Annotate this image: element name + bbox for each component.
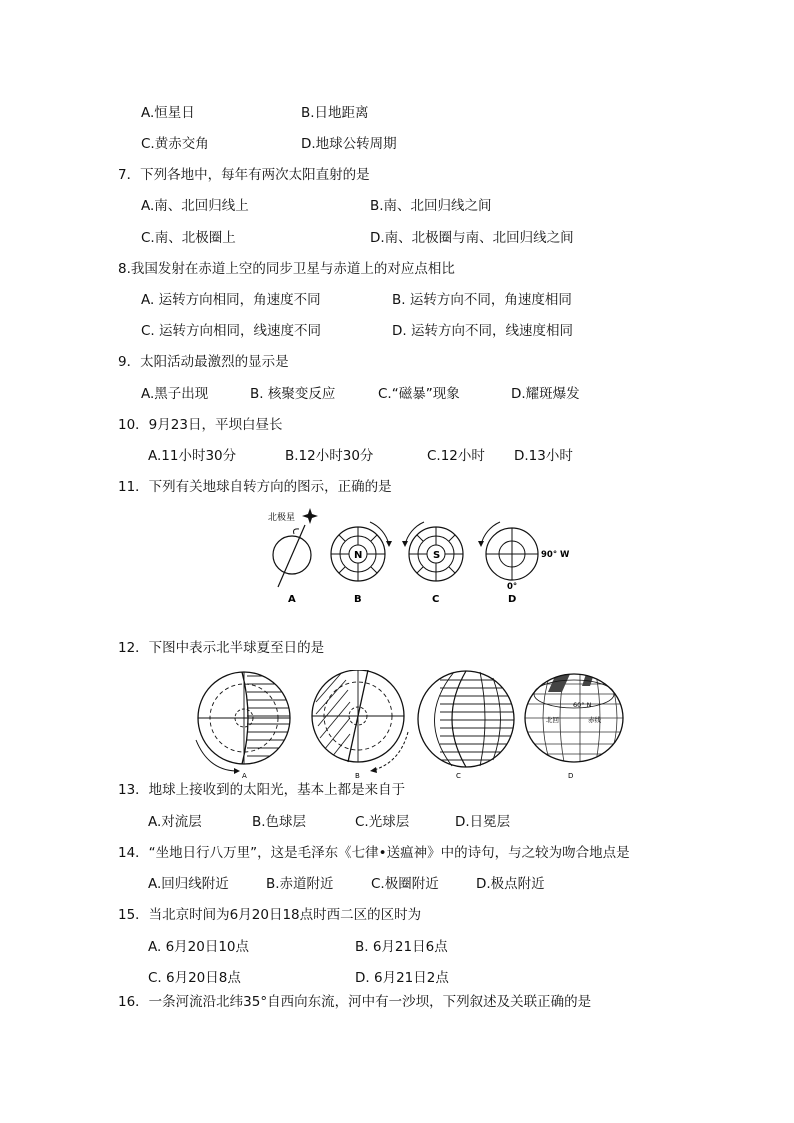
globe-c-label: C [456, 772, 461, 780]
q8-stem: 8.我国发射在赤道上空的同步卫星与赤道上的对应点相比 [118, 261, 455, 277]
q14-option-c: C.极圈附近 [371, 876, 439, 892]
globe-d [520, 674, 630, 780]
globe-b [312, 670, 408, 780]
q6-option-b: B.日地距离 [301, 105, 369, 121]
q10-stem: 10．9月23日，平坝白昼长 [118, 417, 283, 433]
s-label: S [433, 550, 441, 561]
q10-option-b: B.12小时30分 [285, 448, 374, 464]
q15-option-b: B. 6月21日6点 [355, 939, 448, 955]
q12-stem: 12．下图中表示北半球夏至日的是 [118, 640, 325, 656]
fig-c-label: C [432, 594, 440, 605]
q6-option-d: D.地球公转周期 [301, 136, 397, 152]
q11-stem: 11．下列有关地球自转方向的图示，正确的是 [118, 479, 392, 495]
globe-b-label: B [355, 772, 360, 780]
q13-stem: 13．地球上接收到的太阳光，基本上都是来自于 [118, 782, 406, 798]
fig-a-label: A [288, 594, 296, 605]
north-tropic-label: 北回 [546, 716, 559, 724]
figure-d [478, 522, 570, 605]
figure-a [268, 508, 318, 605]
q7-option-c: C.南、北极圈上 [141, 230, 236, 246]
fig-d-label: D [508, 594, 517, 605]
q9-option-d: D.耀斑爆发 [511, 386, 580, 402]
q14-option-b: B.赤道附近 [266, 876, 334, 892]
lon-90w-label: 90° W [541, 550, 570, 560]
globe-a [196, 672, 290, 780]
q10-option-d: D.13小时 [514, 448, 573, 464]
q12-figure [190, 670, 630, 780]
q7-stem: 7．下列各地中，每年有两次太阳直射的是 [118, 167, 370, 183]
q9-option-a: A.黑子出现 [141, 386, 209, 402]
q15-option-c: C. 6月20日8点 [148, 970, 241, 986]
q10-option-a: A.11小时30分 [148, 448, 237, 464]
n-label: N [354, 550, 363, 561]
q9-option-c: C.“磁暴”现象 [378, 386, 460, 402]
lat-60n-label: 60° N [573, 701, 592, 709]
q6-option-c: C.黄赤交角 [141, 136, 209, 152]
q11-figure [262, 505, 572, 607]
globe-d-label: D [568, 772, 574, 780]
polaris-label: 北极星 [268, 513, 296, 523]
q9-option-b: B. 核聚变反应 [250, 386, 336, 402]
q6-option-a: A.恒星日 [141, 105, 195, 121]
q14-stem: 14．“坐地日行八万里”，这是毛泽东《七律•送瘟神》中的诗句，与之较为吻合地点是 [118, 845, 630, 861]
q7-option-b: B.南、北回归线之间 [370, 198, 492, 214]
equator-label: 赤线 [588, 716, 601, 724]
fig-b-label: B [354, 594, 362, 605]
q8-option-c: C. 运转方向相同，线速度不同 [141, 323, 322, 339]
q9-stem: 9．太阳活动最激烈的显示是 [118, 354, 289, 370]
q13-option-b: B.色球层 [252, 814, 307, 830]
q8-option-b: B. 运转方向不同，角速度相同 [392, 292, 572, 308]
globe-c [418, 671, 520, 780]
q14-option-d: D.极点附近 [476, 876, 545, 892]
globe-a-label: A [242, 772, 247, 780]
q14-option-a: A.回归线附近 [148, 876, 229, 892]
q13-option-d: D.日冕层 [455, 814, 511, 830]
polaris-star-icon [302, 508, 318, 524]
q15-stem: 15．当北京时间为6月20日18点时西二区的区时为 [118, 907, 422, 923]
q13-option-a: A.对流层 [148, 814, 202, 830]
q7-option-a: A.南、北回归线上 [141, 198, 249, 214]
q8-option-d: D. 运转方向不同，线速度相同 [392, 323, 573, 339]
q10-option-c: C.12小时 [427, 448, 485, 464]
q8-option-a: A. 运转方向相同，角速度不同 [141, 292, 321, 308]
q16-stem: 16．一条河流沿北纬35°自西向东流，河中有一沙坝，下列叙述及关联正确的是 [118, 994, 592, 1010]
figure-b [331, 522, 392, 605]
q13-option-c: C.光球层 [355, 814, 410, 830]
lon-0-label: 0° [507, 582, 518, 592]
figure-c [402, 522, 463, 605]
q7-option-d: D.南、北极圈与南、北回归线之间 [370, 230, 574, 246]
q15-option-d: D. 6月21日2点 [355, 970, 449, 986]
q15-option-a: A. 6月20日10点 [148, 939, 250, 955]
